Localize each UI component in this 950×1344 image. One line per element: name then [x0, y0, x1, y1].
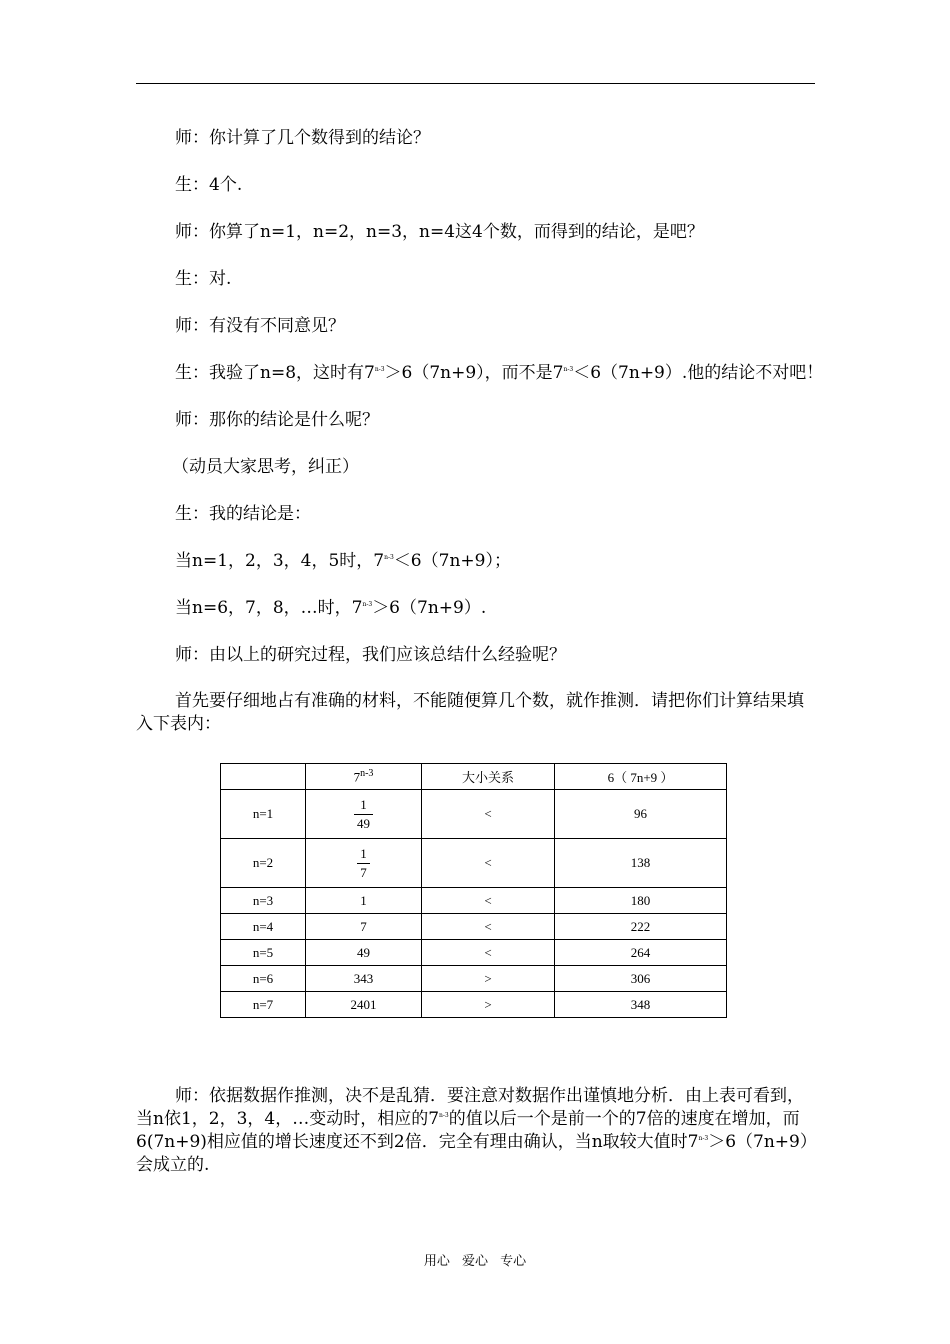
- result-cell: 264: [555, 940, 727, 966]
- n-cell: n=3: [221, 888, 306, 914]
- text-segment: 当n=6，7，8，…时，7: [175, 598, 363, 618]
- table-row: [221, 839, 727, 888]
- dialogue-line: 师：有没有不同意见？: [175, 316, 345, 336]
- results-table: [220, 763, 727, 1018]
- result-cell: 348: [555, 992, 727, 1018]
- exponent: n-3: [362, 601, 373, 608]
- fraction: [357, 845, 370, 882]
- relation-cell: <: [422, 914, 555, 940]
- stage-direction: （动员大家思考，纠正）: [172, 457, 359, 477]
- header-cell: [221, 764, 306, 790]
- closing-text: [136, 1085, 816, 1177]
- exponent: n-3: [384, 554, 394, 561]
- numerator: 1: [360, 845, 367, 861]
- table-row: [221, 914, 727, 940]
- dialogue-line: 师：你计算了几个数得到的结论？: [175, 128, 430, 148]
- text-segment: ＞6（7n+9），而不是7: [384, 363, 564, 383]
- dialogue-line: 师：那你的结论是什么呢？: [175, 410, 379, 430]
- header-rule: [136, 83, 815, 84]
- fraction: [354, 796, 373, 833]
- relation-cell: <: [422, 888, 555, 914]
- value-cell: 49: [306, 940, 422, 966]
- n-cell: n=2: [221, 839, 306, 888]
- result-cell: 222: [555, 914, 727, 940]
- table-row: [221, 790, 727, 839]
- dialogue-line: 师：你算了n=1，n=2，n=3，n=4这4个数，而得到的结论，是吧？: [175, 222, 704, 242]
- result-cell: 306: [555, 966, 727, 992]
- relation-cell: <: [422, 940, 555, 966]
- result-cell: 96: [555, 790, 727, 839]
- denominator: 7: [357, 863, 370, 882]
- text-segment: 当n=1，2，3，4，5时，7: [175, 551, 385, 571]
- closing-paragraph: [136, 1085, 816, 1177]
- exponent: n-3: [374, 366, 385, 373]
- text-segment: ＞6（7n+9）.: [372, 598, 487, 618]
- relation-cell: >: [422, 966, 555, 992]
- intro-paragraph: [136, 690, 816, 736]
- denominator: 49: [354, 814, 373, 833]
- n-cell: n=1: [221, 790, 306, 839]
- dialogue-line-inequality: [175, 362, 823, 384]
- value-cell: [306, 839, 422, 888]
- n-cell: n=6: [221, 966, 306, 992]
- relation-cell: >: [422, 992, 555, 1018]
- conclusion-line: [175, 597, 486, 619]
- dialogue-line: 生：对.: [175, 269, 232, 289]
- intro-text: 首先要仔细地占有准确的材料，不能随便算几个数，就作推测．请把你们计算结果填入下表内：: [136, 691, 804, 734]
- result-cell: 138: [555, 839, 727, 888]
- header-cell: 大小关系: [422, 764, 555, 790]
- page-footer: 用心 爱心 专心: [423, 1254, 527, 1269]
- table-row: [221, 966, 727, 992]
- dialogue-line: 生：4个.: [175, 175, 243, 195]
- value-cell: 7: [306, 914, 422, 940]
- value-cell: [306, 790, 422, 839]
- text-segment: ＜6（7n+9）.他的结论不对吧！: [573, 363, 824, 383]
- table-row: [221, 940, 727, 966]
- n-cell: n=7: [221, 992, 306, 1018]
- value-cell: 343: [306, 966, 422, 992]
- result-cell: 180: [555, 888, 727, 914]
- conclusion-line: [175, 550, 511, 572]
- table-header-row: [221, 764, 727, 790]
- table-row: [221, 992, 727, 1018]
- dialogue-line: 生：我的结论是：: [175, 504, 311, 524]
- n-cell: n=4: [221, 914, 306, 940]
- exponent: n-3: [439, 1112, 449, 1119]
- exponent: n-3: [698, 1135, 709, 1142]
- table-row: [221, 888, 727, 914]
- text-segment: ＞6（7n+9）会成立的.: [136, 1132, 809, 1175]
- value-cell: 1: [306, 888, 422, 914]
- n-cell: n=5: [221, 940, 306, 966]
- text-segment: 生：我验了n=8，这时有7: [175, 363, 375, 383]
- text-segment: ＜6（7n+9）；: [393, 551, 511, 571]
- header-cell: [306, 764, 422, 790]
- relation-cell: <: [422, 790, 555, 839]
- value-cell: 2401: [306, 992, 422, 1018]
- numerator: 1: [360, 796, 367, 812]
- header-cell: 6（ 7n+9 ）: [555, 764, 727, 790]
- exponent: n-3: [563, 366, 574, 373]
- text-segment: 师：依据数据作推测，决不是乱猜．要注意对数据作出谨慎地分析．由上表可看到，当n依1，2，3，4，…变动时，相应的7: [136, 1086, 804, 1129]
- text-segment: 的值以后一个是前一个的7倍的速度在增加，而6(7n+9)相应值的增长速度还不到2倍．完全有理由确认，当n取较大值时7: [136, 1109, 800, 1152]
- dialogue-line: 师：由以上的研究过程，我们应该总结什么经验呢？: [175, 645, 566, 665]
- header-exponent: n-3: [360, 767, 374, 779]
- relation-cell: <: [422, 839, 555, 888]
- header-base: 7: [353, 769, 361, 785]
